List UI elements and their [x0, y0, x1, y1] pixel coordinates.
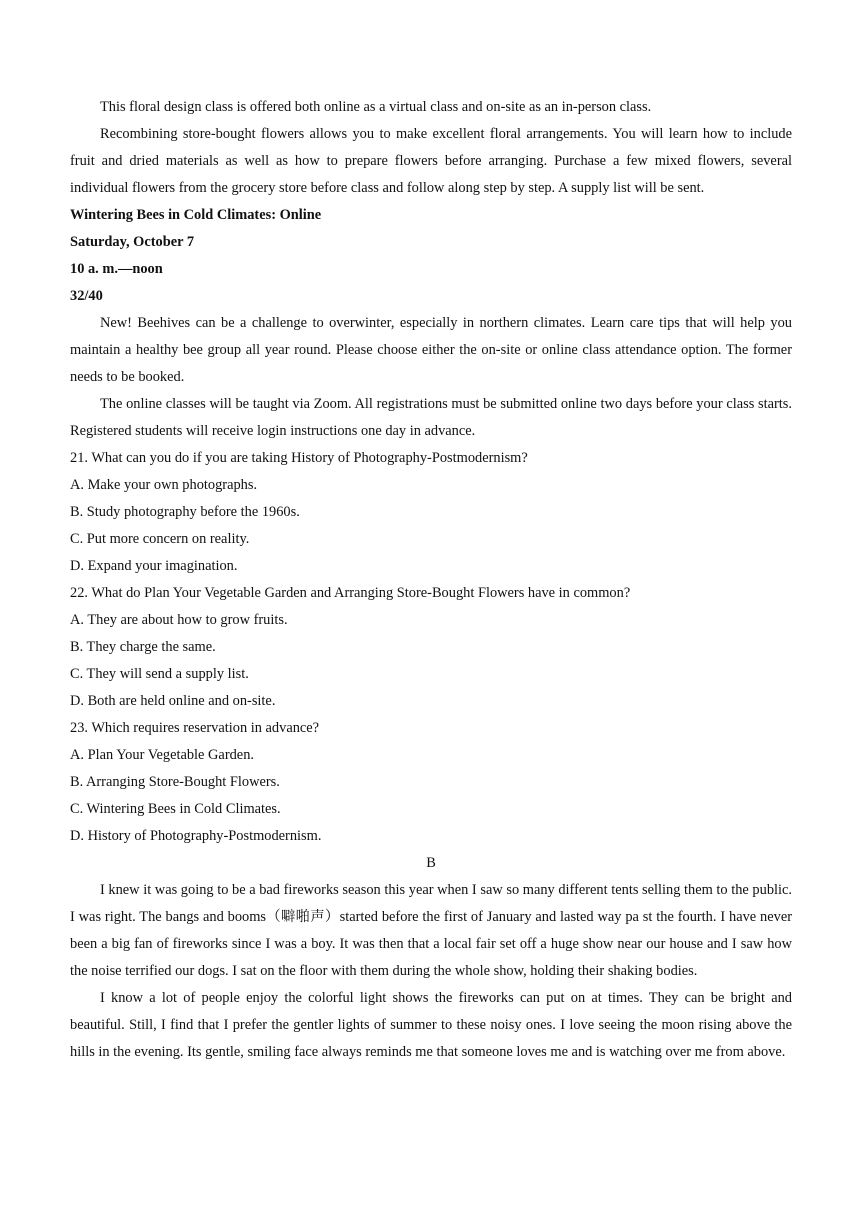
- bees-class-date: Saturday, October 7: [70, 234, 195, 250]
- document-page: [70, 94, 792, 1066]
- question-option: B. They charge the same.: [70, 639, 216, 655]
- floral-intro-paragraph: This floral design class is offered both online as a virtual class and on-site as an in-person class.: [100, 99, 652, 115]
- question-option: C. Wintering Bees in Cold Climates.: [70, 801, 281, 817]
- bees-class-time: 10 a. m.—noon: [70, 261, 163, 277]
- question-option: A. Make your own photographs.: [70, 477, 258, 493]
- question-stem: 23. Which requires reservation in advance?: [70, 720, 320, 736]
- question-option: D. Both are held online and on-site.: [70, 693, 276, 709]
- question-21: [70, 445, 792, 580]
- question-option: B. Study photography before the 1960s.: [70, 504, 300, 520]
- question-option: D. History of Photography-Postmodernism.: [70, 828, 322, 844]
- question-option: C. Put more concern on reality.: [70, 531, 250, 547]
- bees-class-price: 32/40: [70, 288, 103, 304]
- bees-class-title: Wintering Bees in Cold Climates: Online: [70, 207, 322, 223]
- floral-description-paragraph: Recombining store-bought flowers allows you to make excellent floral arrangements. You will learn how to include fruit and dried materials as well as how to prepare flowers before arranging. Purchase a few mixed flowers, several individual flowers from the grocery store before class and follow along step by step. A supply list will be sent.: [70, 126, 792, 196]
- question-stem: 21. What can you do if you are taking History of Photography-Postmodernism?: [70, 450, 528, 466]
- question-option: B. Arranging Store-Bought Flowers.: [70, 774, 280, 790]
- question-option: D. Expand your imagination.: [70, 558, 238, 574]
- passage-b-heading: B: [426, 855, 436, 871]
- question-option: A. They are about how to grow fruits.: [70, 612, 288, 628]
- bees-online-paragraph: The online classes will be taught via Zoom. All registrations must be submitted online two days before your class starts. Registered students will receive login instructions one day in advance.: [70, 396, 792, 439]
- passage-b-paragraph-2: I know a lot of people enjoy the colorful light shows the fireworks can put on at times. They can be bright and beautiful. Still, I find that I prefer the gentler lights of summer to these noisy ones. I love seeing the moon rising above the hills in the evening. Its gentle, smiling face always reminds me that someone loves me and is watching over me from above.: [70, 990, 792, 1060]
- bees-description-paragraph: New! Beehives can be a challenge to overwinter, especially in northern climates. Learn care tips that will help you maintain a healthy bee group all year round. Please choose either the on-site or online class attendance option. The former needs to be booked.: [70, 315, 792, 385]
- passage-b-paragraph-1: I knew it was going to be a bad fireworks season this year when I saw so many different tents selling them to the public. I was right. The bangs and booms（噼啪声）started before the first of January and lasted way pa st the fourth. I have never been a big fan of fireworks since I was a boy. It was then that a local fair set off a huge show near our house and I saw how the noise terrified our dogs. I sat on the floor with them during the whole show, holding their shaking bodies.: [70, 882, 792, 979]
- question-option: A. Plan Your Vegetable Garden.: [70, 747, 254, 763]
- question-stem: 22. What do Plan Your Vegetable Garden and Arranging Store-Bought Flowers have in common?: [70, 585, 631, 601]
- question-option: C. They will send a supply list.: [70, 666, 249, 682]
- question-23: [70, 715, 792, 850]
- question-22: [70, 580, 792, 715]
